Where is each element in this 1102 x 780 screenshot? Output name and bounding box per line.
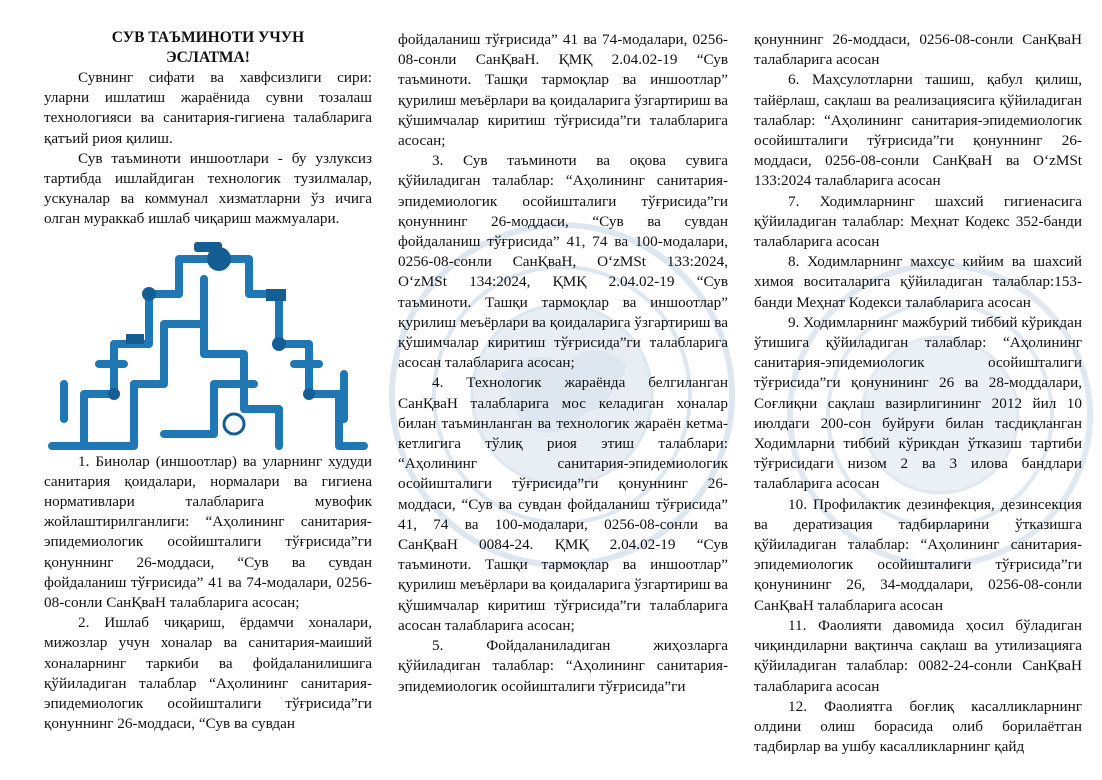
continuation-paragraph: қонуннинг 26-моддаси, 0256-08-сонли СанҚваН талабларига асосан <box>754 31 1082 69</box>
intro-paragraph: Сув таъминоти иншоотлари - бу узлуксиз тартибда ишлайдиган технологик тузилмалар, ускуналар ва коммунал хизматларни ўз ичига олган мураккаб ишлаб чиқариш мажмуалари. <box>44 149 372 228</box>
intro-paragraph: Сувнинг сифати ва хавфсизлиги сири: уларни ишлатиш жараёнида сувни тозалаш технологияси ва санитария-гигиена талабларига қатъий риоя қилиш. <box>44 69 372 147</box>
requirement-item: 11. Фаолияти давомида ҳосил бўладиган чиқиндиларни вақтинча сақлаш ва утилизацияга қўйиладиган талаблар: 0082-24-сонли СанҚваН талабларига асосан <box>754 616 1082 695</box>
document-title: СУВ ТАЪМИНОТИ УЧУН <box>111 29 305 46</box>
requirement-item: 8. Ходимларнинг махсус кийим ва шахсий химоя воситаларига қўйиладиган талаблар:153-банди Меҳнат Кодекси талабларига асосан <box>754 253 1082 311</box>
requirement-item: 2. Ишлаб чиқариш, ёрдамчи хоналари, мижозлар учун хоналар ва санитария-маиший хоналарнинг таркиби ва фойдаланилишига қўйиладиган талаблар “Аҳолининг санитария-эпидемиологик осойишталиги тўғрисида”ги қонуннинг 26-моддаси, “Сув ва сувдан <box>44 614 372 733</box>
text-column-2 <box>398 30 728 697</box>
requirement-item: 9. Ходимларнинг мажбурий тиббий кўрикдан ўтишига қўйиладиган талаблар: “Аҳолининг санитария-эпидемиологик осойишталиги тўғрисида”ги қонунининг 26 ва 28-моддалари, Соғлиқни сақлаш вазирлигининг 2012 йил 10 июлдаги 200-сон буйруғи билан тасдиқланган Ходимларни тиббий кўрикдан ўтказиш тартиби тўғрисидаги низом 2 ва 3 илова бандлари талабларига асосан <box>754 313 1083 493</box>
document-subtitle: ЭСЛАТМА! <box>166 49 250 66</box>
requirement-item: 4. Технологик жараёнда белгиланган СанҚваН талабларига мос келадиган хоналар билан таъминланган ва технологик жараён кетма-кетлигига тўлиқ риоя этиш талаблари: “Аҳолининг санитария-эпидемиологик осойишталиги тўғрисида”ги қонуннинг 26-моддаси, “Сув ва сувдан фойдаланиш тўғрисида” 41, 74 ва 100-модалари, 0256-08-сонли ва СанҚваН 0084-24. ҚМҚ 2.04.02-19 “Сув таъминоти. Ташқи тармоқлар ва иншоотлар” қурилиш меъёрлари ва қоидаларига ўзгартириш ва қўшимчалар киритиш тўғрисида”ги талабларига асосан талабларига асосан; <box>398 374 728 634</box>
requirement-item: 10. Профилактик дезинфекция, дезинсекция ва дератизация тадбирларини ўтказишга қўйиладиган талаблар: “Аҳолининг санитария-эпидемиологик осойишталиги тўғрисида”ги қонунининг 26, 34-моддалари, 0256-08-сонли СанҚваН талабларига асосан <box>754 495 1082 614</box>
requirement-item: 3. Сув таъминоти ва оқова сувига қўйиладиган талаблар: “Аҳолининг санитария-эпидемиологик осойишталиги тўғрисида”ги қонуннинг 26-моддаси, “Сув ва сувдан фойдаланиш тўғрисида” 41, 74 ва 100-модалари, 0256-08-сонли СанҚваН, O‘zMSt 133:2024, O‘zMSt 134:2024, ҚМҚ 2.04.02-19 “Сув таъминоти. Ташқи тармоқлар ва иншоотлар” қурилиш меъёрлари ва қоидаларига ўзгартириш ва қўшимчалар киритиш тўғрисида”ги талабларига асосан талабларига асосан; <box>398 152 728 372</box>
requirement-item: 12. Фаолиятга боғлиқ касалликларнинг олдини олиш борасида олиб борилаётган тадбирлар ва ушбу касалликларнинг қайд <box>754 697 1082 756</box>
requirement-item: 6. Маҳсулотларни ташиш, қабул қилиш, тайёрлаш, сақлаш ва реализациясига қўйиладиган талаблар: “Аҳолининг санитария-эпидемиологик осойишталиги тўғрисида”ги қонуннинг 26-моддаси, 0256-08-сонли СанҚваН ва O‘zMSt 133:2024 талабларига асосан <box>754 71 1082 190</box>
text-column-3 <box>754 30 1082 757</box>
continuation-paragraph: фойдаланиш тўғрисида” 41 ва 74-модалари, 0256-08-сонли СанҚваН. ҚМҚ 2.04.02-19 “Сув таъминоти. Ташқи тармоқлар ва иншоотлар” қурилиш меъёрлари ва қоидаларига ўзгартириш ва қўшимчалар киритиш тўғрисида”ги талабларига асосан; <box>398 31 728 150</box>
requirement-item: 7. Ходимларнинг шахсий гигиенасига қўйиладиган талаблар: Меҳнат Кодекс 352-банди талабларига асосан <box>754 192 1082 251</box>
requirement-item: 5. Фойдаланиладиган жиҳозларга қўйиладиган талаблар: “Аҳолининг санитария-эпидемиологик осойишталиги тўғрисида”ги <box>398 637 728 695</box>
requirement-item: 1. Бинолар (иншоотлар) ва уларнинг худуди санитария қоидалари, нормалари ва гигиена нормативлари талабларига мувофик жойлаштирилганлиги: “Аҳолининг санитария-эпидемиологик осойишталиги тўғрисида”ги қонуннинг 26-моддаси, “Сув ва сувдан фойдаланиш тўғрисида” 41 ва 74-модалари, 0256-08-сонли СанҚваН талабларига асосан; <box>44 452 372 612</box>
water-pipes-illustration-icon <box>44 234 370 456</box>
